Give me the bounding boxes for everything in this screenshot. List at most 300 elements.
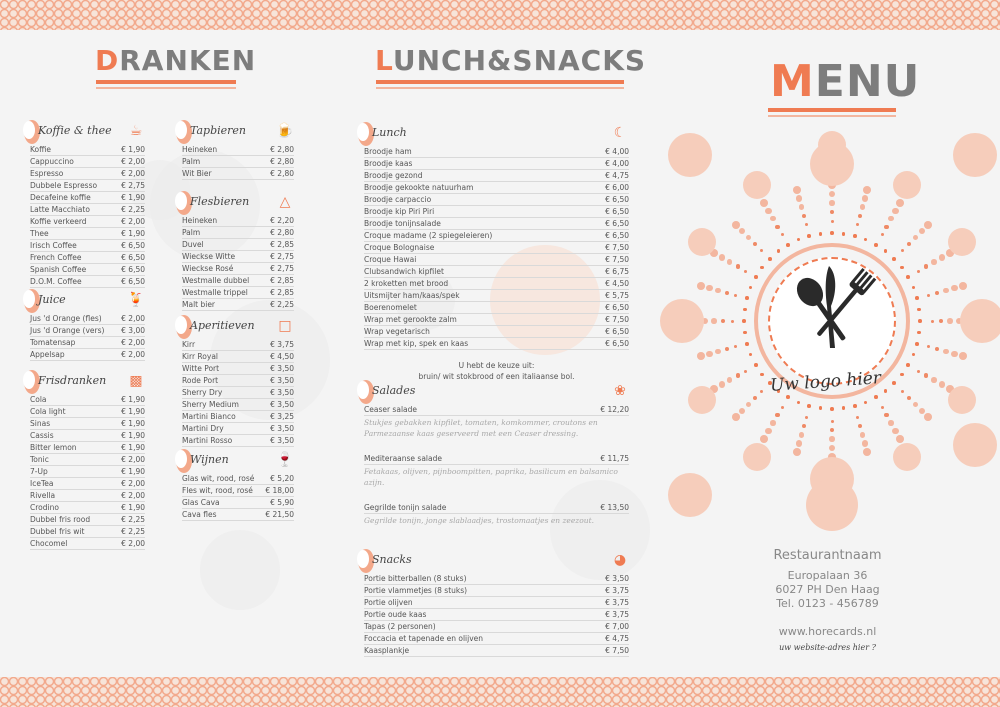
item-price: € 2,00 bbox=[121, 455, 145, 464]
decor-dot bbox=[862, 195, 869, 202]
item-description: Stukjes gebakken kipfilet, tomaten, komkommer, croutons en Parmezaanse kaas geserveerd met een Ceaser dressing. bbox=[364, 418, 598, 438]
decor-dot bbox=[697, 282, 705, 290]
item-name: Chocomel bbox=[30, 539, 68, 548]
item-price: € 2,85 bbox=[270, 288, 294, 297]
item-price: € 2,00 bbox=[121, 157, 145, 166]
decor-dot bbox=[948, 386, 976, 414]
decor-dot bbox=[907, 242, 911, 246]
item-price: € 7,50 bbox=[605, 243, 629, 252]
item-name: IceTea bbox=[30, 479, 54, 488]
decor-dot bbox=[863, 448, 871, 456]
decor-dot bbox=[906, 363, 910, 367]
bread-choice-note: U hebt de keuze uit: bbox=[458, 361, 535, 370]
decor-dot bbox=[819, 232, 823, 236]
item-name: Irisch Coffee bbox=[30, 241, 77, 250]
item-name: Portie vlammetjes (8 stuks) bbox=[364, 586, 468, 595]
decor-dot bbox=[760, 373, 764, 377]
item-price: € 2,00 bbox=[121, 338, 145, 347]
decor-dot bbox=[884, 225, 888, 229]
item-price: € 4,00 bbox=[605, 159, 629, 168]
item-price: € 6,50 bbox=[605, 303, 629, 312]
item-name: Dubbel fris wit bbox=[30, 527, 85, 536]
item-price: € 1,90 bbox=[121, 145, 145, 154]
item-name: Sinas bbox=[30, 419, 51, 428]
decor-dot bbox=[830, 428, 834, 432]
decor-dot bbox=[939, 254, 946, 261]
decor-dot bbox=[805, 416, 808, 419]
item-price: € 2,25 bbox=[121, 527, 145, 536]
decor-dot bbox=[927, 294, 930, 297]
decor-dot bbox=[688, 386, 716, 414]
decor-dot bbox=[915, 342, 919, 346]
decor-dot bbox=[830, 231, 834, 235]
item-name: French Coffee bbox=[30, 253, 82, 262]
item-price: € 2,85 bbox=[270, 240, 294, 249]
section-title: Lunch bbox=[372, 126, 407, 139]
item-name: Sherry Medium bbox=[182, 400, 239, 409]
decor-dot bbox=[743, 331, 747, 335]
decor-dot bbox=[796, 440, 803, 447]
item-price: € 6,75 bbox=[605, 267, 629, 276]
decor-dot bbox=[786, 243, 790, 247]
decor-dot bbox=[777, 249, 781, 253]
title-initial: D bbox=[95, 44, 120, 77]
item-price: € 3,50 bbox=[270, 436, 294, 445]
decor-dot bbox=[793, 448, 801, 456]
item-name: Wieckse Rosé bbox=[182, 264, 234, 273]
section-title: Aperitieven bbox=[190, 319, 255, 332]
decor-dot bbox=[831, 420, 834, 423]
item-name: Wrap met gerookte zalm bbox=[364, 315, 457, 324]
item-price: € 2,20 bbox=[270, 216, 294, 225]
decor-dot bbox=[802, 214, 806, 218]
decor-dot bbox=[799, 204, 804, 209]
item-name: Cassis bbox=[30, 431, 54, 440]
bottle-icon: ▩ bbox=[129, 373, 143, 389]
item-price: € 2,00 bbox=[121, 169, 145, 178]
decor-dot bbox=[881, 233, 884, 236]
item-name: Foccacia et tapenade en olijven bbox=[364, 634, 484, 643]
decor-dot bbox=[796, 195, 803, 202]
decor-dot bbox=[893, 171, 921, 199]
item-name: Jus 'd Orange (vers) bbox=[30, 326, 105, 335]
item-price: € 2,80 bbox=[270, 145, 294, 154]
decor-dot bbox=[768, 257, 772, 261]
item-name: Malt bier bbox=[182, 300, 216, 309]
decor-dot bbox=[721, 319, 725, 323]
section-title: Tapbieren bbox=[190, 124, 247, 137]
item-name: Portie bitterballen (8 stuks) bbox=[364, 574, 467, 583]
item-name: Ceaser salade bbox=[364, 405, 417, 414]
item-name: Martini Bianco bbox=[182, 412, 236, 421]
item-name: Martini Rosso bbox=[182, 436, 233, 445]
decor-dot bbox=[863, 186, 871, 194]
item-name: Wit Bier bbox=[182, 169, 212, 178]
item-price: € 3,25 bbox=[270, 412, 294, 421]
item-name: Wrap met kip, spek en kaas bbox=[364, 339, 469, 348]
item-name: Palm bbox=[182, 157, 201, 166]
decor-dot bbox=[901, 249, 904, 252]
item-name: Thee bbox=[30, 229, 49, 238]
decor-dot bbox=[896, 435, 904, 443]
section-title: Salades bbox=[372, 384, 416, 397]
decor-dot bbox=[719, 254, 726, 261]
item-name: Broodje kip Piri Piri bbox=[364, 207, 435, 216]
item-price: € 2,25 bbox=[121, 515, 145, 524]
item-price: € 4,75 bbox=[605, 634, 629, 643]
tumbler-icon: □ bbox=[278, 318, 292, 334]
decor-dot bbox=[900, 266, 904, 270]
website-note: uw website-adres hier ? bbox=[779, 643, 876, 652]
item-price: € 1,90 bbox=[121, 443, 145, 452]
title-rest: UNCH&SNACKS bbox=[392, 44, 647, 77]
item-price: € 6,50 bbox=[605, 231, 629, 240]
wine-bottle-icon: 🍷 bbox=[276, 452, 294, 468]
item-name: Portie oude kaas bbox=[364, 610, 427, 619]
decor-dot bbox=[947, 318, 952, 323]
item-name: Crodino bbox=[30, 503, 59, 512]
address-street: Europalaan 36 bbox=[787, 569, 868, 582]
decor-dot bbox=[931, 259, 936, 264]
decor-dot bbox=[943, 288, 948, 293]
decor-dot bbox=[864, 238, 868, 242]
item-name: Broodje gekookte natuurham bbox=[364, 183, 474, 192]
decor-dot bbox=[912, 353, 916, 357]
leaf-icon: ❀ bbox=[614, 383, 626, 399]
item-description: Gegrilde tonijn, jonge slablaadjes, trostomaatjes en zeezout. bbox=[364, 516, 594, 525]
decor-dot bbox=[913, 235, 918, 240]
decor-dot bbox=[864, 401, 868, 405]
item-name: Croque Bolognaise bbox=[364, 243, 435, 252]
decor-dot bbox=[818, 131, 846, 159]
item-price: € 6,50 bbox=[121, 265, 145, 274]
decor-dot bbox=[786, 395, 790, 399]
logo-text: Uw logo hier bbox=[769, 368, 882, 396]
item-price: € 7,50 bbox=[605, 315, 629, 324]
item-price: € 12,20 bbox=[600, 405, 629, 414]
decor-dot bbox=[924, 373, 928, 377]
decor-dot bbox=[917, 270, 920, 273]
item-price: € 1,90 bbox=[121, 193, 145, 202]
decor-dot bbox=[793, 186, 801, 194]
decor-dot bbox=[913, 402, 918, 407]
item-price: € 2,25 bbox=[121, 205, 145, 214]
item-price: € 3,75 bbox=[270, 340, 294, 349]
website-link[interactable]: www.horecards.nl bbox=[778, 625, 877, 638]
decor-dot bbox=[924, 264, 928, 268]
decor-dot bbox=[807, 234, 811, 238]
decor-dot bbox=[719, 381, 726, 388]
decor-dot bbox=[858, 214, 862, 218]
decor-dot bbox=[743, 443, 771, 471]
decor-dot bbox=[918, 319, 922, 323]
section-title: Juice bbox=[38, 293, 66, 306]
item-price: € 4,50 bbox=[270, 352, 294, 361]
decor-dot bbox=[860, 432, 865, 437]
decor-dot bbox=[727, 377, 732, 382]
item-price: € 6,50 bbox=[121, 241, 145, 250]
item-name: Westmalle dubbel bbox=[182, 276, 250, 285]
decor-dot bbox=[799, 432, 804, 437]
item-name: Palm bbox=[182, 228, 201, 237]
address-city: 6027 PH Den Haag bbox=[775, 583, 880, 596]
decor-dot bbox=[744, 270, 747, 273]
item-price: € 2,00 bbox=[121, 479, 145, 488]
item-name: Duvel bbox=[182, 240, 204, 249]
decor-dot bbox=[927, 345, 930, 348]
decor-dot bbox=[736, 264, 740, 268]
item-price: € 4,75 bbox=[605, 171, 629, 180]
item-name: Portie olijven bbox=[364, 598, 413, 607]
item-name: Heineken bbox=[182, 216, 218, 225]
item-price: € 2,75 bbox=[270, 264, 294, 273]
item-name: Dubbele Espresso bbox=[30, 181, 98, 190]
item-name: Clubsandwich kipfilet bbox=[364, 267, 444, 276]
decor-dot bbox=[725, 347, 729, 351]
decor-dot bbox=[959, 352, 967, 360]
decor-dot bbox=[884, 413, 888, 417]
item-name: Wieckse Witte bbox=[182, 252, 236, 261]
item-name: Cappuccino bbox=[30, 157, 74, 166]
item-name: Kirr Royal bbox=[182, 352, 219, 361]
decor-dot bbox=[829, 445, 836, 452]
decor-dot bbox=[906, 275, 910, 279]
decor-dot bbox=[744, 370, 747, 373]
beer-mug-icon: 🍺 bbox=[276, 123, 294, 139]
decor-dot bbox=[830, 407, 834, 411]
item-price: € 3,50 bbox=[605, 574, 629, 583]
decor-dot bbox=[907, 396, 911, 400]
decor-dot bbox=[888, 216, 893, 221]
item-name: Koffie verkeerd bbox=[30, 217, 87, 226]
decor-dot bbox=[856, 416, 859, 419]
item-name: Glas wit, rood, rosé bbox=[182, 474, 255, 483]
decor-dot bbox=[732, 413, 740, 421]
decor-dot bbox=[743, 171, 771, 199]
decor-dot bbox=[760, 249, 763, 252]
decor-dot bbox=[912, 286, 916, 290]
item-name: Decafeine koffie bbox=[30, 193, 91, 202]
item-name: Espresso bbox=[30, 169, 64, 178]
decor-dot bbox=[739, 408, 746, 415]
decor-dot bbox=[860, 204, 865, 209]
phone-number: Tel. 0123 - 456789 bbox=[776, 597, 879, 610]
decor-dot bbox=[953, 423, 997, 467]
decor-dot bbox=[917, 370, 920, 373]
item-price: € 7,00 bbox=[605, 622, 629, 631]
item-name: Rode Port bbox=[182, 376, 219, 385]
item-name: Uitsmijter ham/kaas/spek bbox=[364, 291, 460, 300]
decor-dot bbox=[856, 223, 859, 226]
item-name: Broodje tonijnsalade bbox=[364, 219, 441, 228]
decor-dot bbox=[959, 282, 967, 290]
decor-dot bbox=[874, 395, 878, 399]
item-price: € 3,50 bbox=[270, 364, 294, 373]
item-name: Glas Cava bbox=[182, 498, 220, 507]
item-name: Wrap vegetarisch bbox=[364, 327, 430, 336]
item-price: € 3,00 bbox=[121, 326, 145, 335]
decor-dot bbox=[746, 402, 751, 407]
item-price: € 21,50 bbox=[265, 510, 294, 519]
decor-dot bbox=[745, 342, 749, 346]
item-price: € 3,50 bbox=[270, 400, 294, 409]
item-price: € 6,50 bbox=[605, 195, 629, 204]
decor-dot bbox=[781, 406, 784, 409]
decor-dot bbox=[732, 221, 740, 229]
decor-dot bbox=[931, 377, 936, 382]
decor-dot bbox=[711, 318, 716, 323]
decor-dot bbox=[725, 291, 729, 295]
item-price: € 6,50 bbox=[121, 253, 145, 262]
item-price: € 1,90 bbox=[121, 419, 145, 428]
item-name: Spanish Coffee bbox=[30, 265, 87, 274]
decor-dot bbox=[915, 296, 919, 300]
decor-dot bbox=[842, 232, 846, 236]
decor-dot bbox=[892, 257, 896, 261]
decor-dot bbox=[892, 208, 899, 215]
item-name: 7-Up bbox=[30, 467, 48, 476]
item-price: € 2,80 bbox=[270, 169, 294, 178]
item-price: € 5,20 bbox=[270, 474, 294, 483]
decor-dot bbox=[742, 319, 746, 323]
decor-dot bbox=[896, 199, 904, 207]
decor-dot bbox=[715, 349, 720, 354]
item-price: € 1,90 bbox=[121, 503, 145, 512]
decor-dot bbox=[660, 299, 704, 343]
decor-dot bbox=[842, 406, 846, 410]
decor-dot bbox=[900, 373, 904, 377]
decor-dot bbox=[765, 428, 772, 435]
decor-dot bbox=[862, 440, 869, 447]
restaurant-name: Restaurantnaam bbox=[773, 548, 882, 563]
decor-dot bbox=[953, 133, 997, 177]
decor-dot bbox=[754, 275, 758, 279]
decor-dot bbox=[754, 363, 758, 367]
frying-pan-icon: ◕ bbox=[613, 552, 627, 568]
item-price: € 3,50 bbox=[270, 376, 294, 385]
item-price: € 2,75 bbox=[121, 181, 145, 190]
section-title: Snacks bbox=[372, 553, 412, 566]
item-price: € 3,50 bbox=[270, 424, 294, 433]
item-name: Broodje ham bbox=[364, 147, 412, 156]
item-name: Croque Hawai bbox=[364, 255, 417, 264]
item-name: Koffie bbox=[30, 145, 51, 154]
cutlery-icon bbox=[785, 262, 880, 357]
item-name: Broodje carpaccio bbox=[364, 195, 432, 204]
item-name: Martini Dry bbox=[182, 424, 224, 433]
decor-dot bbox=[753, 396, 757, 400]
item-price: € 2,25 bbox=[270, 300, 294, 309]
decor-dot bbox=[829, 191, 836, 198]
title-rest: RANKEN bbox=[119, 44, 257, 77]
decor-dot bbox=[743, 308, 747, 312]
decor-dot bbox=[806, 479, 858, 531]
item-name: Broodje gezond bbox=[364, 171, 423, 180]
item-name: Kaasplankje bbox=[364, 646, 410, 655]
title-initial: L bbox=[375, 44, 393, 77]
decor-dot bbox=[731, 320, 734, 323]
item-price: € 3,75 bbox=[605, 586, 629, 595]
item-price: € 6,50 bbox=[121, 277, 145, 286]
item-price: € 7,50 bbox=[605, 646, 629, 655]
decor-dot bbox=[853, 404, 857, 408]
decor-dot bbox=[829, 436, 834, 441]
item-name: Broodje kaas bbox=[364, 159, 413, 168]
item-price: € 6,50 bbox=[605, 219, 629, 228]
item-name: Dubbel fris rood bbox=[30, 515, 91, 524]
item-price: € 5,75 bbox=[605, 291, 629, 300]
decor-dot bbox=[760, 199, 768, 207]
item-name: Westmalle trippel bbox=[182, 288, 248, 297]
item-name: Heineken bbox=[182, 145, 218, 154]
item-name: Tonic bbox=[30, 455, 49, 464]
decor-dot bbox=[948, 228, 976, 256]
item-name: Boerenomelet bbox=[364, 303, 417, 312]
decor-dot bbox=[874, 243, 878, 247]
decor-dot bbox=[931, 320, 934, 323]
title-initial: M bbox=[770, 56, 815, 107]
decor-dot bbox=[943, 349, 948, 354]
decor-dot bbox=[888, 420, 893, 425]
item-price: € 2,00 bbox=[121, 539, 145, 548]
decor-dot bbox=[881, 406, 884, 409]
item-name: Rivella bbox=[30, 491, 56, 500]
decor-dot bbox=[951, 351, 958, 358]
coffee-cup-icon: ☕ bbox=[129, 123, 143, 139]
item-name: Fles wit, rood, rosé bbox=[182, 486, 253, 495]
item-price: € 4,50 bbox=[605, 279, 629, 288]
item-price: € 5,90 bbox=[270, 498, 294, 507]
decor-dot bbox=[917, 308, 921, 312]
decor-dot bbox=[765, 208, 772, 215]
title-rest: ENU bbox=[814, 56, 921, 107]
decor-dot bbox=[697, 352, 705, 360]
decor-dot bbox=[919, 228, 926, 235]
decor-dot bbox=[802, 424, 806, 428]
decor-dot bbox=[745, 296, 749, 300]
item-price: € 18,00 bbox=[265, 486, 294, 495]
item-name: 2 kroketten met brood bbox=[364, 279, 449, 288]
decor-dot bbox=[715, 288, 720, 293]
item-price: € 6,00 bbox=[605, 183, 629, 192]
item-price: € 2,00 bbox=[121, 217, 145, 226]
decor-dot bbox=[770, 216, 775, 221]
item-name: Cava fles bbox=[182, 510, 217, 519]
decor-dot bbox=[706, 285, 713, 292]
decor-dot bbox=[935, 347, 939, 351]
decor-dot bbox=[951, 285, 958, 292]
decor-dot bbox=[829, 200, 834, 205]
decor-dot bbox=[753, 242, 757, 246]
croissant-icon: ☾ bbox=[613, 125, 627, 141]
decor-dot bbox=[830, 210, 834, 214]
decor-dot bbox=[775, 413, 779, 417]
decor-dot bbox=[746, 235, 751, 240]
item-price: € 2,00 bbox=[121, 314, 145, 323]
decor-dot bbox=[736, 373, 740, 377]
item-name: Appelsap bbox=[30, 350, 65, 359]
decor-dot bbox=[775, 225, 779, 229]
decor-dot bbox=[858, 424, 862, 428]
decor-dot bbox=[797, 401, 801, 405]
decor-dot bbox=[893, 443, 921, 471]
section-title: Frisdranken bbox=[38, 374, 107, 387]
decor-dot bbox=[935, 291, 939, 295]
item-name: Croque madame (2 spiegeleieren) bbox=[364, 231, 493, 240]
decor-dot bbox=[901, 390, 904, 393]
item-price: € 2,00 bbox=[121, 350, 145, 359]
item-price: € 1,90 bbox=[121, 395, 145, 404]
